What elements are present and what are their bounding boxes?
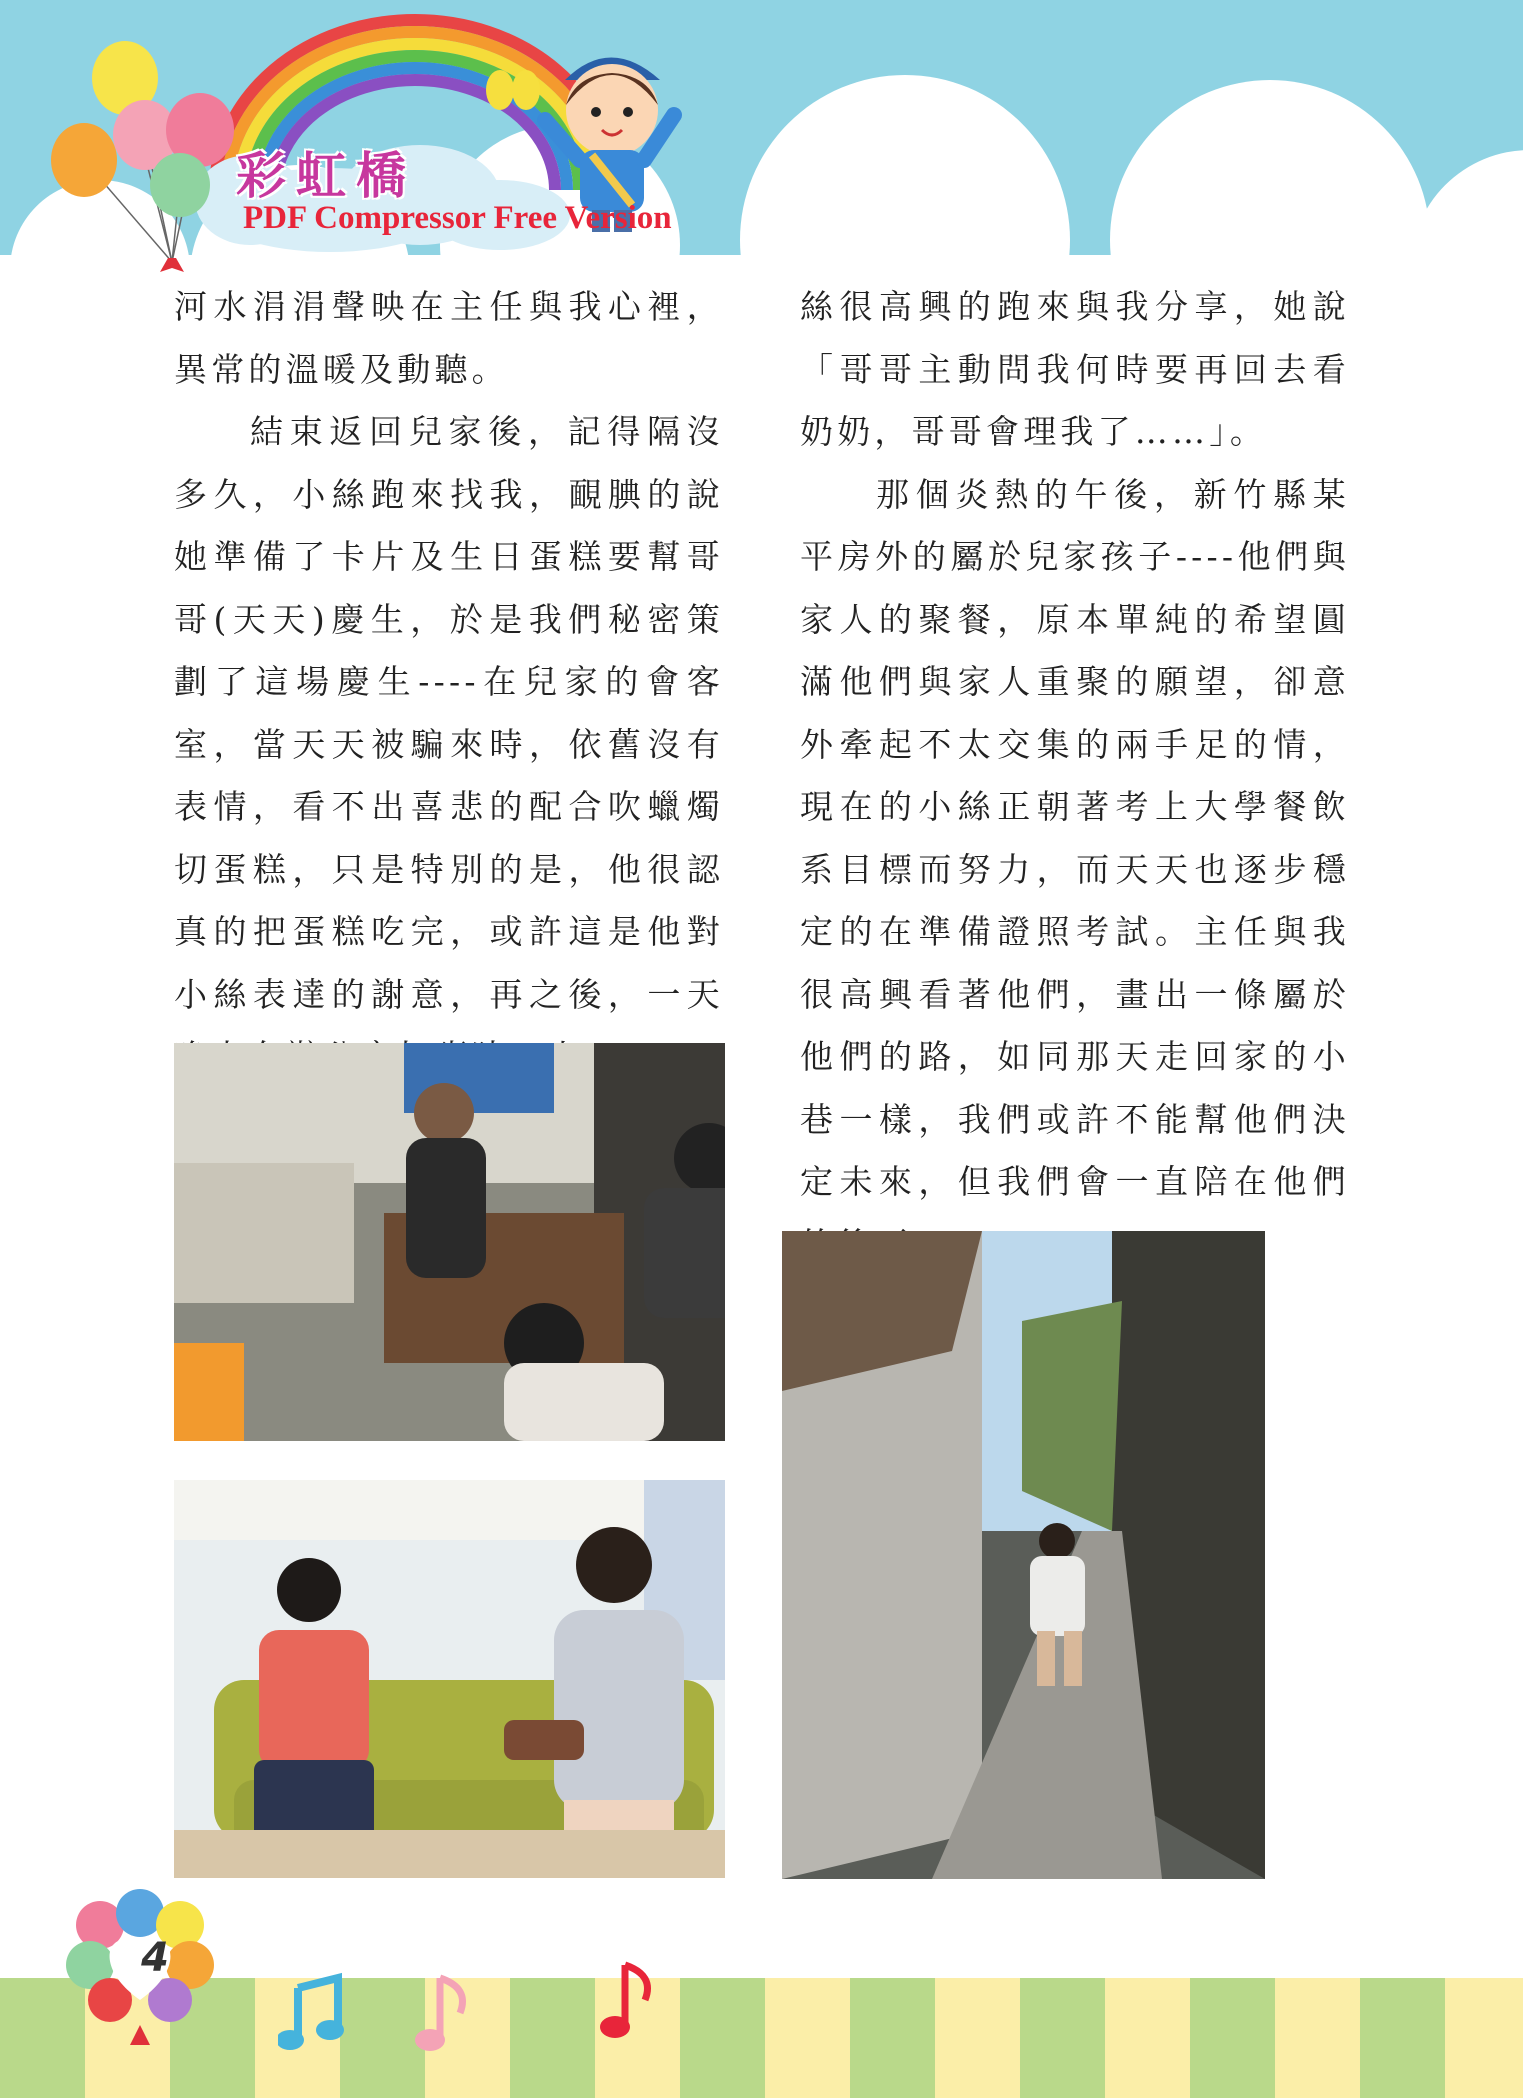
article-right-column bbox=[800, 276, 1350, 1276]
balloons-icon bbox=[51, 41, 234, 272]
article-paragraph: 那個炎熱的午後，新竹縣某平房外的屬於兒家孩子----他們與家人的聚餐，原本單純的希望圓滿他們與家人重聚的願望，卻意外牽起不太交集的兩手足的情，現在的小絲正朝著考上大學餐飲系目標而努力，而天天也逐步穩定的在準備證照考試。主任與我很高興看著他們，畫出一條屬於他們的路，如同那天走回家的小巷一樣，我們或許不能幫他們決定未來，但我們會一直陪在他們 bbox=[800, 474, 1350, 1201]
pdf-watermark: PDF Compressor Free Version bbox=[243, 200, 672, 236]
music-note-blue-icon bbox=[278, 1968, 358, 2058]
birthday-sofa-photo bbox=[174, 1480, 725, 1878]
alley-photo bbox=[782, 1231, 1265, 1879]
page-number: 4 bbox=[141, 1935, 169, 1981]
family-meal-photo bbox=[174, 1043, 725, 1441]
music-note-pink-icon bbox=[400, 1968, 480, 2058]
article-left-column bbox=[174, 276, 724, 1089]
music-note-red-icon bbox=[585, 1955, 665, 2045]
magazine-logo-title: 彩虹橋 bbox=[236, 147, 416, 205]
article-paragraph: 絲很高興的跑來與我分享，她說「哥哥主動問我何時要再回去看奶奶，哥哥會理我了……」。 bbox=[800, 287, 1350, 451]
article-paragraph: 結束返回兒家後，記得隔沒多久，小絲跑來找我，靦腆的說她準備了卡片及生日蛋糕要幫哥哥(天天)慶生，於是我們秘密策劃了這場慶生----在兒家的會客室，當天天被騙來時，依舊沒有表情，看不出喜悲的配合吹蠟燭切蛋糕，只是特別的是，他很認真的把蛋糕吃完，或許這是他對小絲表達的謝意，再之後，一天 bbox=[174, 412, 724, 1014]
article-paragraph: 河水涓涓聲映在主任與我心裡，異常的溫暖及動聽。 bbox=[174, 287, 724, 389]
